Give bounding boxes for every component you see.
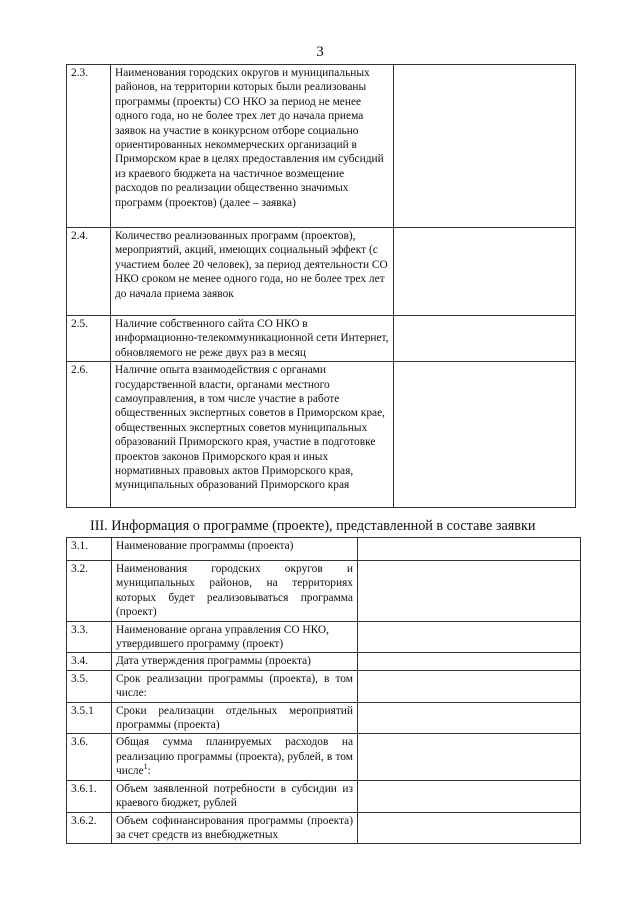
row-number: 3.2. xyxy=(67,561,112,622)
table-row xyxy=(67,316,576,362)
row-label: Сроки реализации отдельных мероприятий программы (проекта) xyxy=(112,702,358,734)
row-value-cell[interactable] xyxy=(358,621,581,653)
section-heading: III. Информация о программе (проекте), представленной в составе заявки xyxy=(90,518,536,534)
row-value-cell[interactable] xyxy=(394,228,576,316)
row-label-suffix: : xyxy=(147,765,151,778)
table-row xyxy=(67,734,581,780)
row-number: 3.6.1. xyxy=(67,780,112,812)
row-value-cell[interactable] xyxy=(358,734,581,780)
row-value-cell[interactable] xyxy=(394,65,576,228)
table-row xyxy=(67,653,581,670)
row-value-cell[interactable] xyxy=(358,561,581,622)
organization-experience-table xyxy=(66,64,576,508)
row-label: Срок реализации программы (проекта), в том числе: xyxy=(112,670,358,702)
row-number: 3.4. xyxy=(67,653,112,670)
row-label: Наименования городских округов и муниципальных районов, на территориях которых будет реализовываться программа (проект) xyxy=(112,561,358,622)
row-label: Количество реализованных программ (проектов), мероприятий, акций, имеющих социальный эффект (с участием более 20 человек), за период деятельности СО НКО сроком не менее одного года, но не более трех лет до начала приема заявок xyxy=(111,228,394,316)
row-value-cell[interactable] xyxy=(358,538,581,561)
row-value-cell[interactable] xyxy=(358,780,581,812)
row-number: 3.5. xyxy=(67,670,112,702)
table-row xyxy=(67,812,581,844)
row-label xyxy=(112,734,358,780)
row-value-cell[interactable] xyxy=(358,702,581,734)
row-label: Наличие опыта взаимодействия с органами государственной власти, органами местного самоуправления, в том числе участие в работе общественных экспертных советов в Приморском крае, общественных экспертных советов муниципальных образований Приморского края, участие в подготовке проектов законов Приморского края и иных нормативных правовых актов Приморского края, муниципальных образований Приморского края xyxy=(111,362,394,508)
row-number: 3.3. xyxy=(67,621,112,653)
row-number: 3.6.2. xyxy=(67,812,112,844)
program-info-table xyxy=(66,537,581,844)
row-number: 3.6. xyxy=(67,734,112,780)
row-label: Объем софинансирования программы (проекта) за счет средств из внебюджетных xyxy=(112,812,358,844)
row-value-cell[interactable] xyxy=(358,653,581,670)
row-value-cell[interactable] xyxy=(358,812,581,844)
row-label: Наличие собственного сайта СО НКО в информационно-телекоммуникационной сети Интернет, обновляемого не реже двух раз в месяц xyxy=(111,316,394,362)
row-label: Наименование органа управления СО НКО, утвердившего программу (проект) xyxy=(112,621,358,653)
row-number: 3.5.1 xyxy=(67,702,112,734)
table-row xyxy=(67,362,576,508)
row-number: 2.4. xyxy=(67,228,111,316)
row-label: Объем заявленной потребности в субсидии из краевого бюджет, рублей xyxy=(112,780,358,812)
row-number: 2.6. xyxy=(67,362,111,508)
row-value-cell[interactable] xyxy=(394,316,576,362)
table-row xyxy=(67,65,576,228)
table-row xyxy=(67,670,581,702)
row-number: 2.5. xyxy=(67,316,111,362)
table-row xyxy=(67,702,581,734)
row-value-cell[interactable] xyxy=(358,670,581,702)
table-row xyxy=(67,621,581,653)
row-number: 2.3. xyxy=(67,65,111,228)
table-row xyxy=(67,561,581,622)
row-label: Наименование программы (проекта) xyxy=(112,538,358,561)
page-number: 3 xyxy=(316,44,324,60)
row-label: Наименования городских округов и муниципальных районов, на территории которых были реализованы программы (проекты) СО НКО за период не менее одного года, но не более трех лет до начала приема заявок на участие в конкурсном отборе социально ориентированных некоммерческих организаций в Приморском крае в целях предоставления им субсидий из краевого бюджета на частичное возмещение расходов по реализации общественно значимых программ (проектов) (далее – заявка) xyxy=(111,65,394,228)
table-row xyxy=(67,538,581,561)
table-row xyxy=(67,228,576,316)
footnote-marker: 1 xyxy=(143,762,148,772)
row-value-cell[interactable] xyxy=(394,362,576,508)
row-label-text: Общая сумма планируемых расходов на реализацию программы (проекта), рублей, в том числе xyxy=(116,736,353,778)
table-row xyxy=(67,780,581,812)
row-number: 3.1. xyxy=(67,538,112,561)
row-label: Дата утверждения программы (проекта) xyxy=(112,653,358,670)
